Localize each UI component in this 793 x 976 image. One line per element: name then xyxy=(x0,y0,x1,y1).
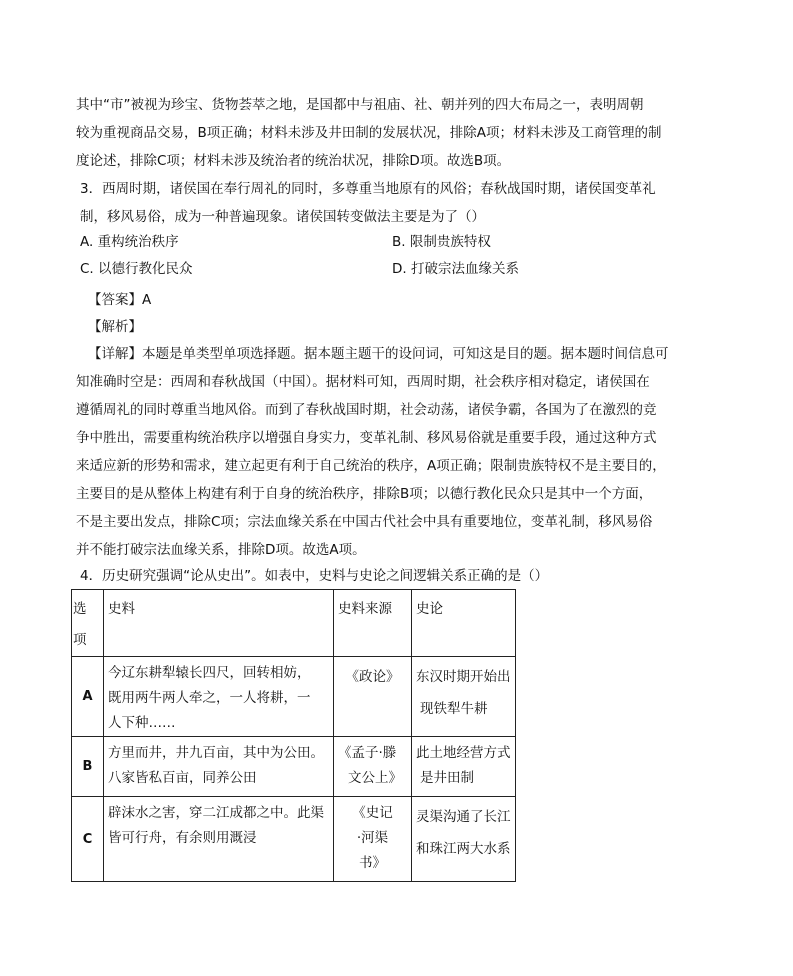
table-row xyxy=(72,657,516,737)
header-conclusion: 史论 xyxy=(412,590,516,657)
q3-detail-line-5: 来适应新的形势和需求，建立起更有利于自己统治的秩序，A项正确；限制贵族特权不是主要目的， xyxy=(76,458,666,474)
row-c-material: 辟沫水之害，穿二江成都之中。此渠 皆可行舟，有余则用溉浸 xyxy=(104,797,334,882)
q3-detail-line-4: 争中胜出，需要重构统治秩序以增强自身实力，变革礼制、移风易俗就是重要手段，通过这种方式 xyxy=(76,430,657,446)
intro-line-2: 较为重视商品交易，B项正确；材料未涉及井田制的发展状况，排除A项；材料未涉及工商管理的制 xyxy=(76,125,662,141)
q3-option-b: B. 限制贵族特权 xyxy=(392,234,491,250)
row-b-material: 方里而井，井九百亩，其中为公田。 八家皆私百亩，同养公田 xyxy=(104,737,334,797)
row-a-source: 《政论》 xyxy=(334,657,412,737)
row-a-conclusion: 东汉时期开始出 现铁犁牛耕 xyxy=(412,657,516,737)
header-source: 史料来源 xyxy=(334,590,412,657)
q3-detail-line-7: 不是主要出发点，排除C项；宗法血缘关系在中国古代社会中具有重要地位，变革礼制，移风易俗 xyxy=(76,514,653,530)
table-row xyxy=(72,737,516,797)
row-a-material: 今辽东耕犁辕长四尺，回转相妨， 既用两牛两人牵之，一人将耕，一 人下种…… xyxy=(104,657,334,737)
q3-stem-line-2: 制，移风易俗，成为一种普遍现象。诸侯国转变做法主要是为了（） xyxy=(80,209,485,225)
q3-detail-line-2: 知准确时空是：西周和春秋战国（中国）。据材料可知，西周时期，社会秩序相对稳定，诸侯国在 xyxy=(76,374,650,390)
q3-detail-line-6: 主要目的是从整体上构建有利于自身的统治秩序，排除B项；以德行教化民众只是其中一个方面， xyxy=(76,486,653,502)
row-a-option: A xyxy=(72,657,104,737)
row-c-conclusion: 灵渠沟通了长江 和珠江两大水系 xyxy=(412,797,516,882)
row-c-option: C xyxy=(72,797,104,882)
q3-option-c: C. 以德行教化民众 xyxy=(80,261,193,277)
q4-stem: 4．历史研究强调“论从史出”。如表中，史料与史论之间逻辑关系正确的是（） xyxy=(80,568,549,584)
row-b-source: 《孟子·滕 文公上》 xyxy=(334,737,412,797)
q3-analysis-label: 【解析】 xyxy=(88,319,142,335)
table-row xyxy=(72,797,516,882)
header-option: 选项 xyxy=(72,590,104,657)
q4-table xyxy=(71,589,516,882)
q3-option-d: D. 打破宗法血缘关系 xyxy=(392,261,519,277)
q3-option-a: A. 重构统治秩序 xyxy=(80,234,179,250)
q3-answer: 【答案】A xyxy=(88,292,152,308)
q3-detail-line-3: 遵循周礼的同时尊重当地风俗。而到了春秋战国时期，社会动荡，诸侯争霸，各国为了在激烈的竞 xyxy=(76,402,657,418)
header-material: 史料 xyxy=(104,590,334,657)
row-b-conclusion: 此土地经营方式 是井田制 xyxy=(412,737,516,797)
q3-detail-line-8: 并不能打破宗法血缘关系，排除D项。故选A项。 xyxy=(76,542,366,558)
q3-detail-line-1: 【详解】本题是单类型单项选择题。据本题主题干的设问词，可知这是目的题。据本题时间信息可 xyxy=(88,346,669,362)
row-c-source: 《史记 ·河渠 书》 xyxy=(334,797,412,882)
table-header-row xyxy=(72,590,516,657)
intro-line-1: 其中“市”被视为珍宝、货物荟萃之地，是国都中与祖庙、社、朝并列的四大布局之一，表明周朝 xyxy=(76,97,644,113)
intro-line-3: 度论述，排除C项；材料未涉及统治者的统治状况，排除D项。故选B项。 xyxy=(76,153,511,169)
row-b-option: B xyxy=(72,737,104,797)
q3-stem-line-1: 3．西周时期，诸侯国在奉行周礼的同时，多尊重当地原有的风俗；春秋战国时期，诸侯国变革礼 xyxy=(80,181,656,197)
